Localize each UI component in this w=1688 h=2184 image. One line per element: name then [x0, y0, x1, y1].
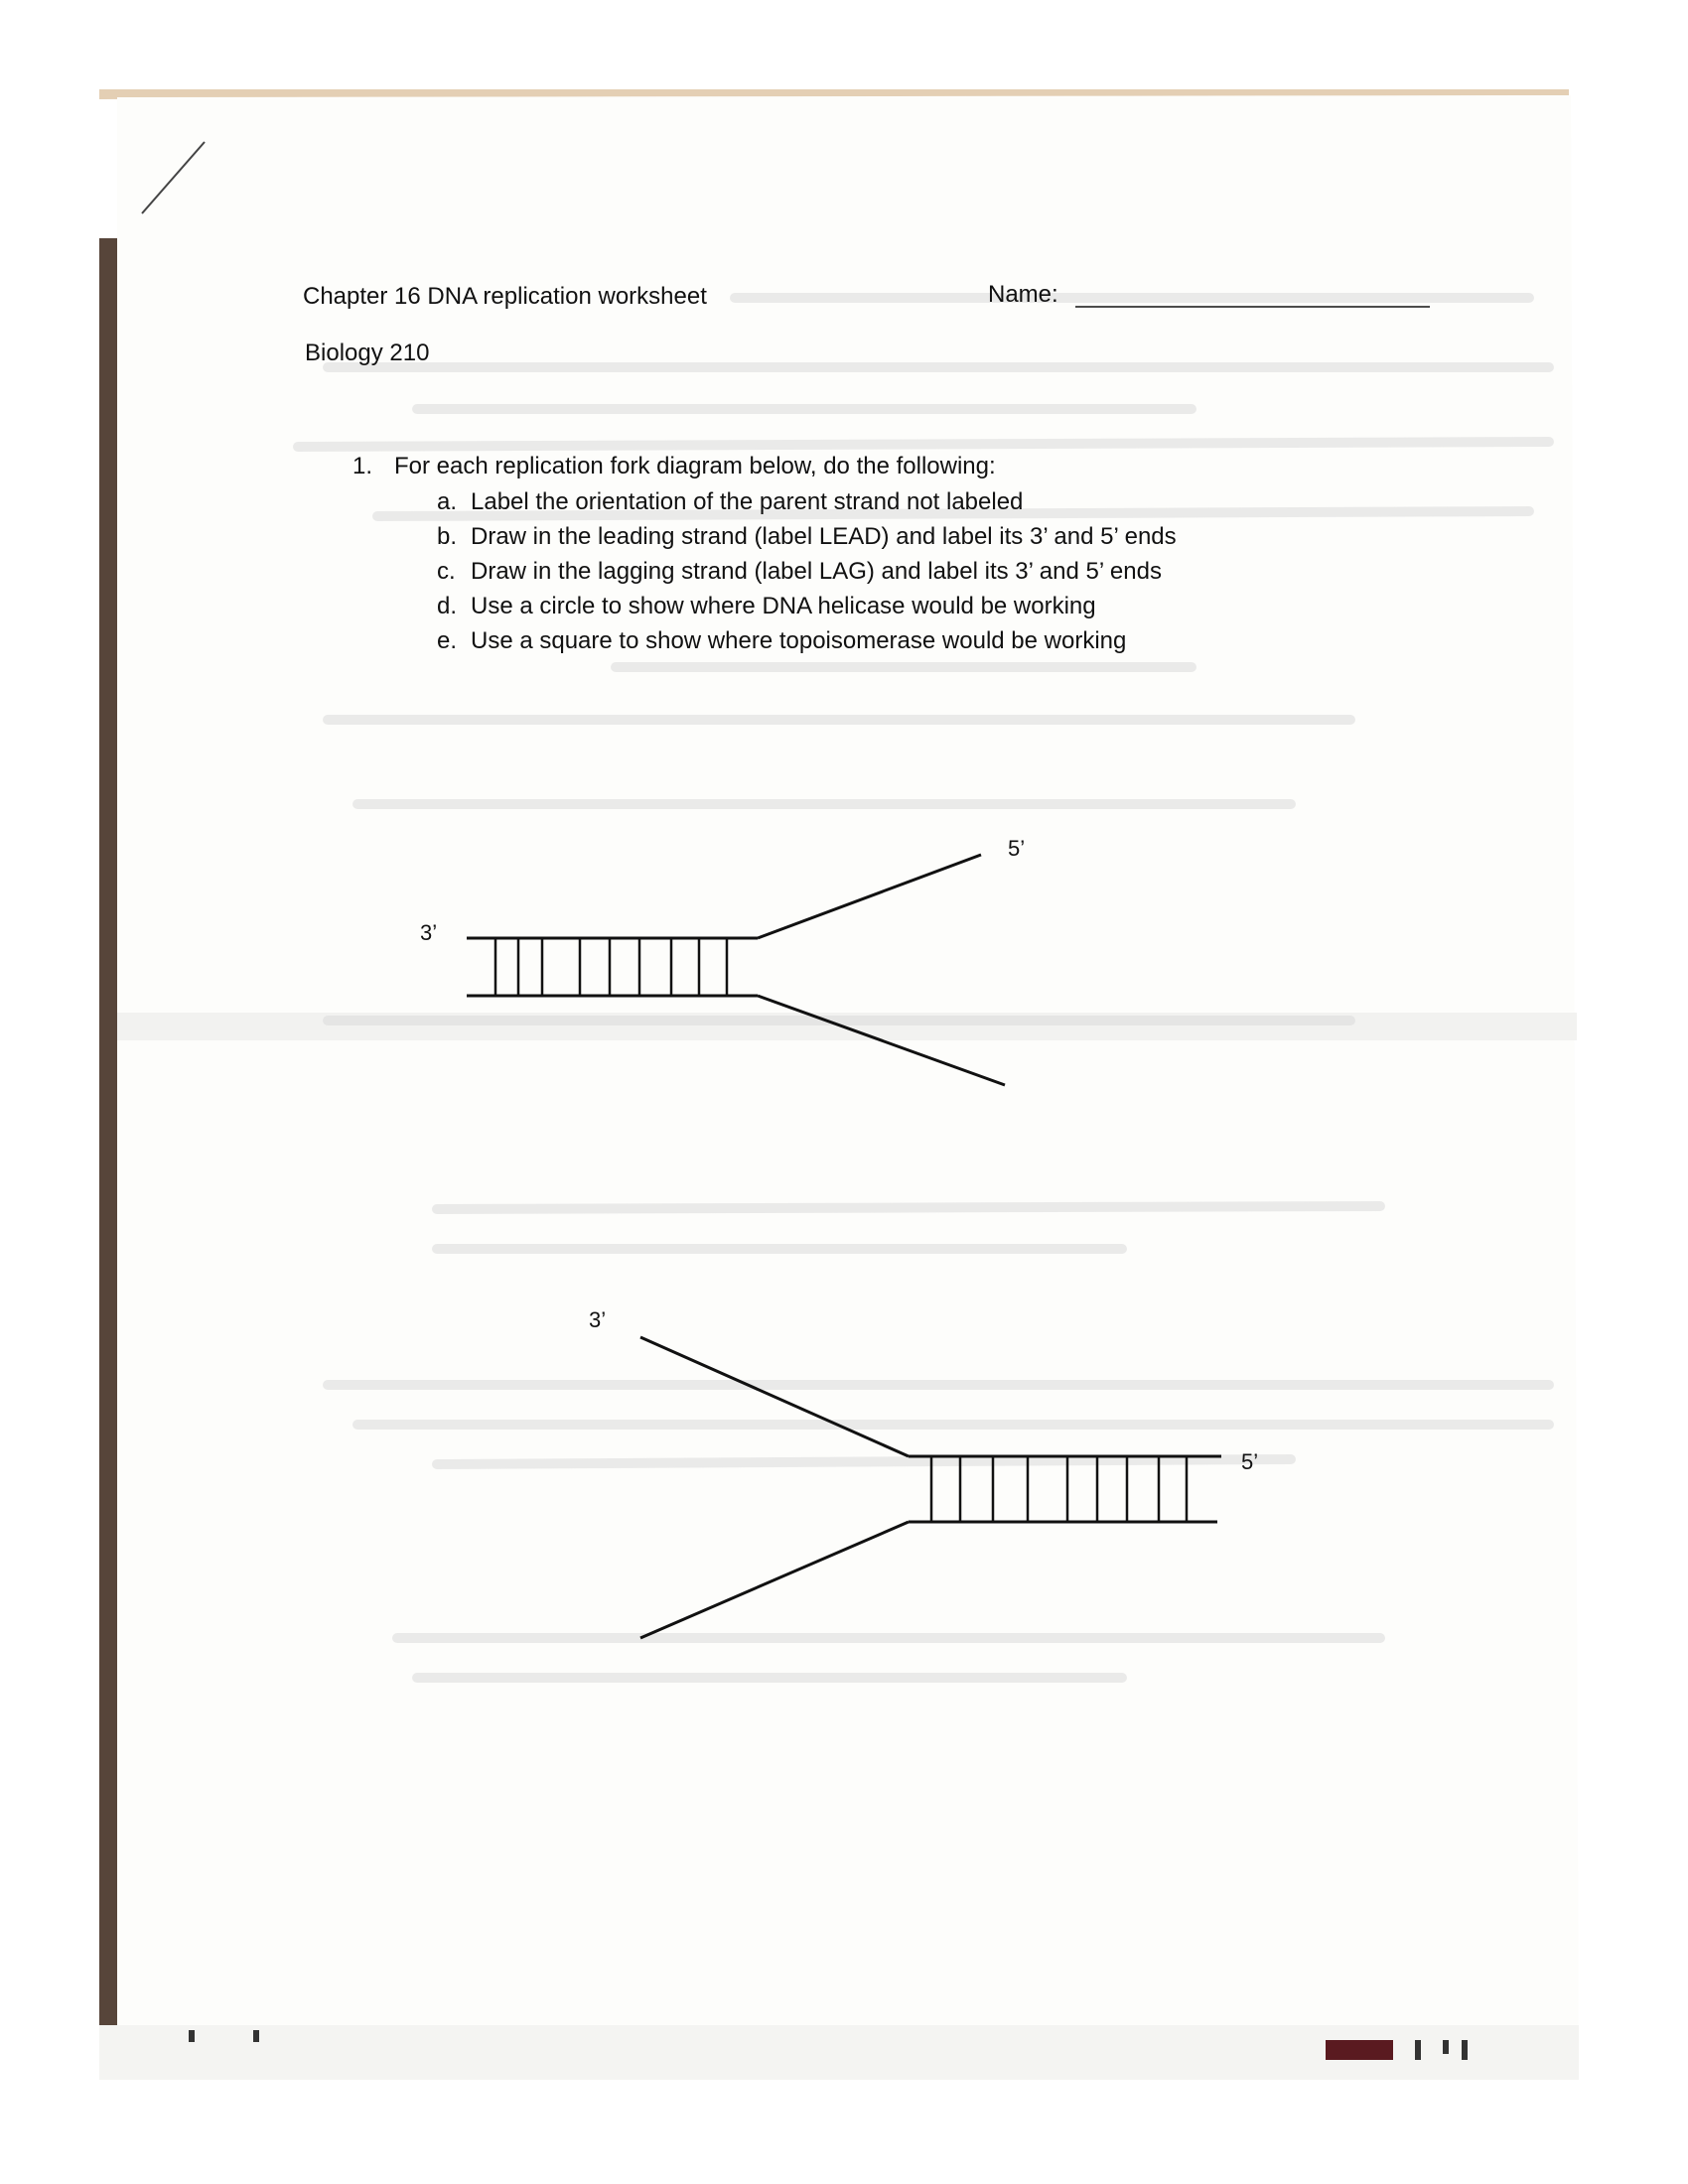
instruction-item: [437, 558, 1162, 586]
instruction-item: [437, 488, 1023, 516]
fork2-top-left-end-label: 3’: [589, 1307, 607, 1332]
bottom-mark: [1326, 2040, 1393, 2060]
item-marker: a.: [437, 488, 458, 515]
item-marker: e.: [437, 627, 458, 654]
fork2-right-end-label: 5’: [1241, 1449, 1259, 1474]
item-text: Draw in the lagging strand (label LAG) and label its 3’ and 5’ ends: [471, 558, 1162, 585]
bottom-mark: [1443, 2040, 1449, 2054]
worksheet-title: Chapter 16 DNA replication worksheet: [303, 283, 707, 310]
fork1-top-right-end-label: 5’: [1008, 836, 1026, 861]
bottom-mark: [1415, 2040, 1421, 2060]
item-text: Label the orientation of the parent strand not labeled: [471, 488, 1024, 515]
item-text: Draw in the leading strand (label LEAD) and label its 3’ and 5’ ends: [471, 523, 1177, 550]
instruction-item: [437, 593, 1096, 620]
instruction-item: [437, 523, 1177, 551]
instruction-item: [437, 627, 1126, 655]
bottom-mark: [189, 2030, 195, 2042]
paper-sheet: [117, 95, 1579, 2080]
question-prompt: For each replication fork diagram below, do the following:: [394, 453, 996, 479]
bottom-mark: [1462, 2040, 1468, 2060]
fork1-left-end-label: 3’: [420, 920, 438, 945]
item-text: Use a square to show where topoisomerase would be working: [471, 627, 1127, 654]
item-marker: d.: [437, 593, 458, 619]
item-text: Use a circle to show where DNA helicase would be working: [471, 593, 1096, 619]
item-marker: c.: [437, 558, 456, 585]
question-number: 1.: [352, 453, 373, 479]
item-marker: b.: [437, 523, 458, 550]
bottom-mark: [253, 2030, 259, 2042]
course-label: Biology 210: [305, 340, 430, 366]
left-edge-shadow: [99, 238, 117, 2080]
name-label: Name:: [988, 281, 1058, 308]
